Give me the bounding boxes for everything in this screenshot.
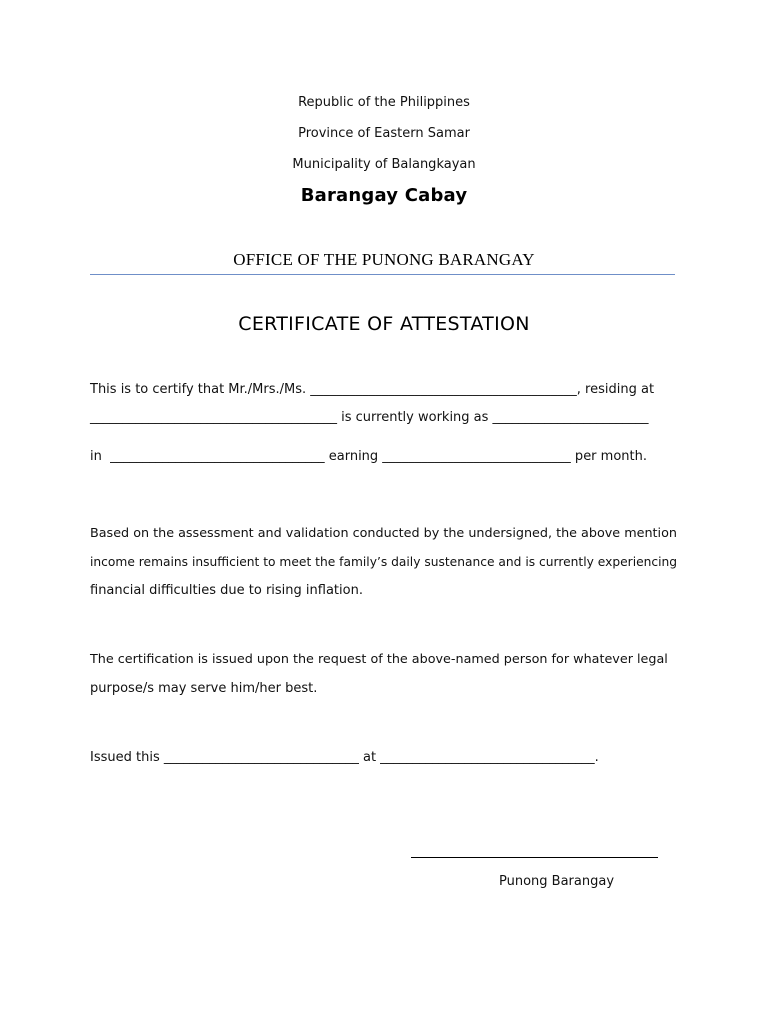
signature-label: Punong Barangay: [499, 874, 615, 889]
header-municipality: Municipality of Balangkayan: [292, 157, 476, 172]
header-divider: [90, 274, 675, 275]
certificate-title: CERTIFICATE OF ATTESTATION: [238, 313, 530, 335]
signature-line: [411, 857, 658, 858]
header-barangay: Barangay Cabay: [300, 185, 468, 206]
office-heading: OFFICE OF THE PUNONG BARANGAY: [233, 250, 535, 269]
body-line: ______________________________________ is currently working as ________________________: [90, 410, 649, 425]
body-line: This is to certify that Mr./Mrs./Ms. _________________________________________, residing at: [90, 382, 655, 397]
body-line: Based on the assessment and validation conducted by the undersigned, the above mention: [90, 526, 677, 541]
body-line: financial difficulties due to rising inflation.: [90, 583, 363, 598]
body-line: income remains insufficient to meet the family’s daily sustenance and is currently experiencing: [90, 555, 678, 569]
issued-line: Issued this ______________________________ at _________________________________.: [90, 750, 599, 765]
body-line: in _________________________________ earning _____________________________ per month.: [90, 449, 647, 464]
body-line: purpose/s may serve him/her best.: [90, 681, 318, 696]
body-line: The certification is issued upon the request of the above-named person for whatever legal: [90, 652, 668, 667]
header-country: Republic of the Philippines: [298, 95, 470, 110]
header-province: Province of Eastern Samar: [298, 126, 470, 141]
